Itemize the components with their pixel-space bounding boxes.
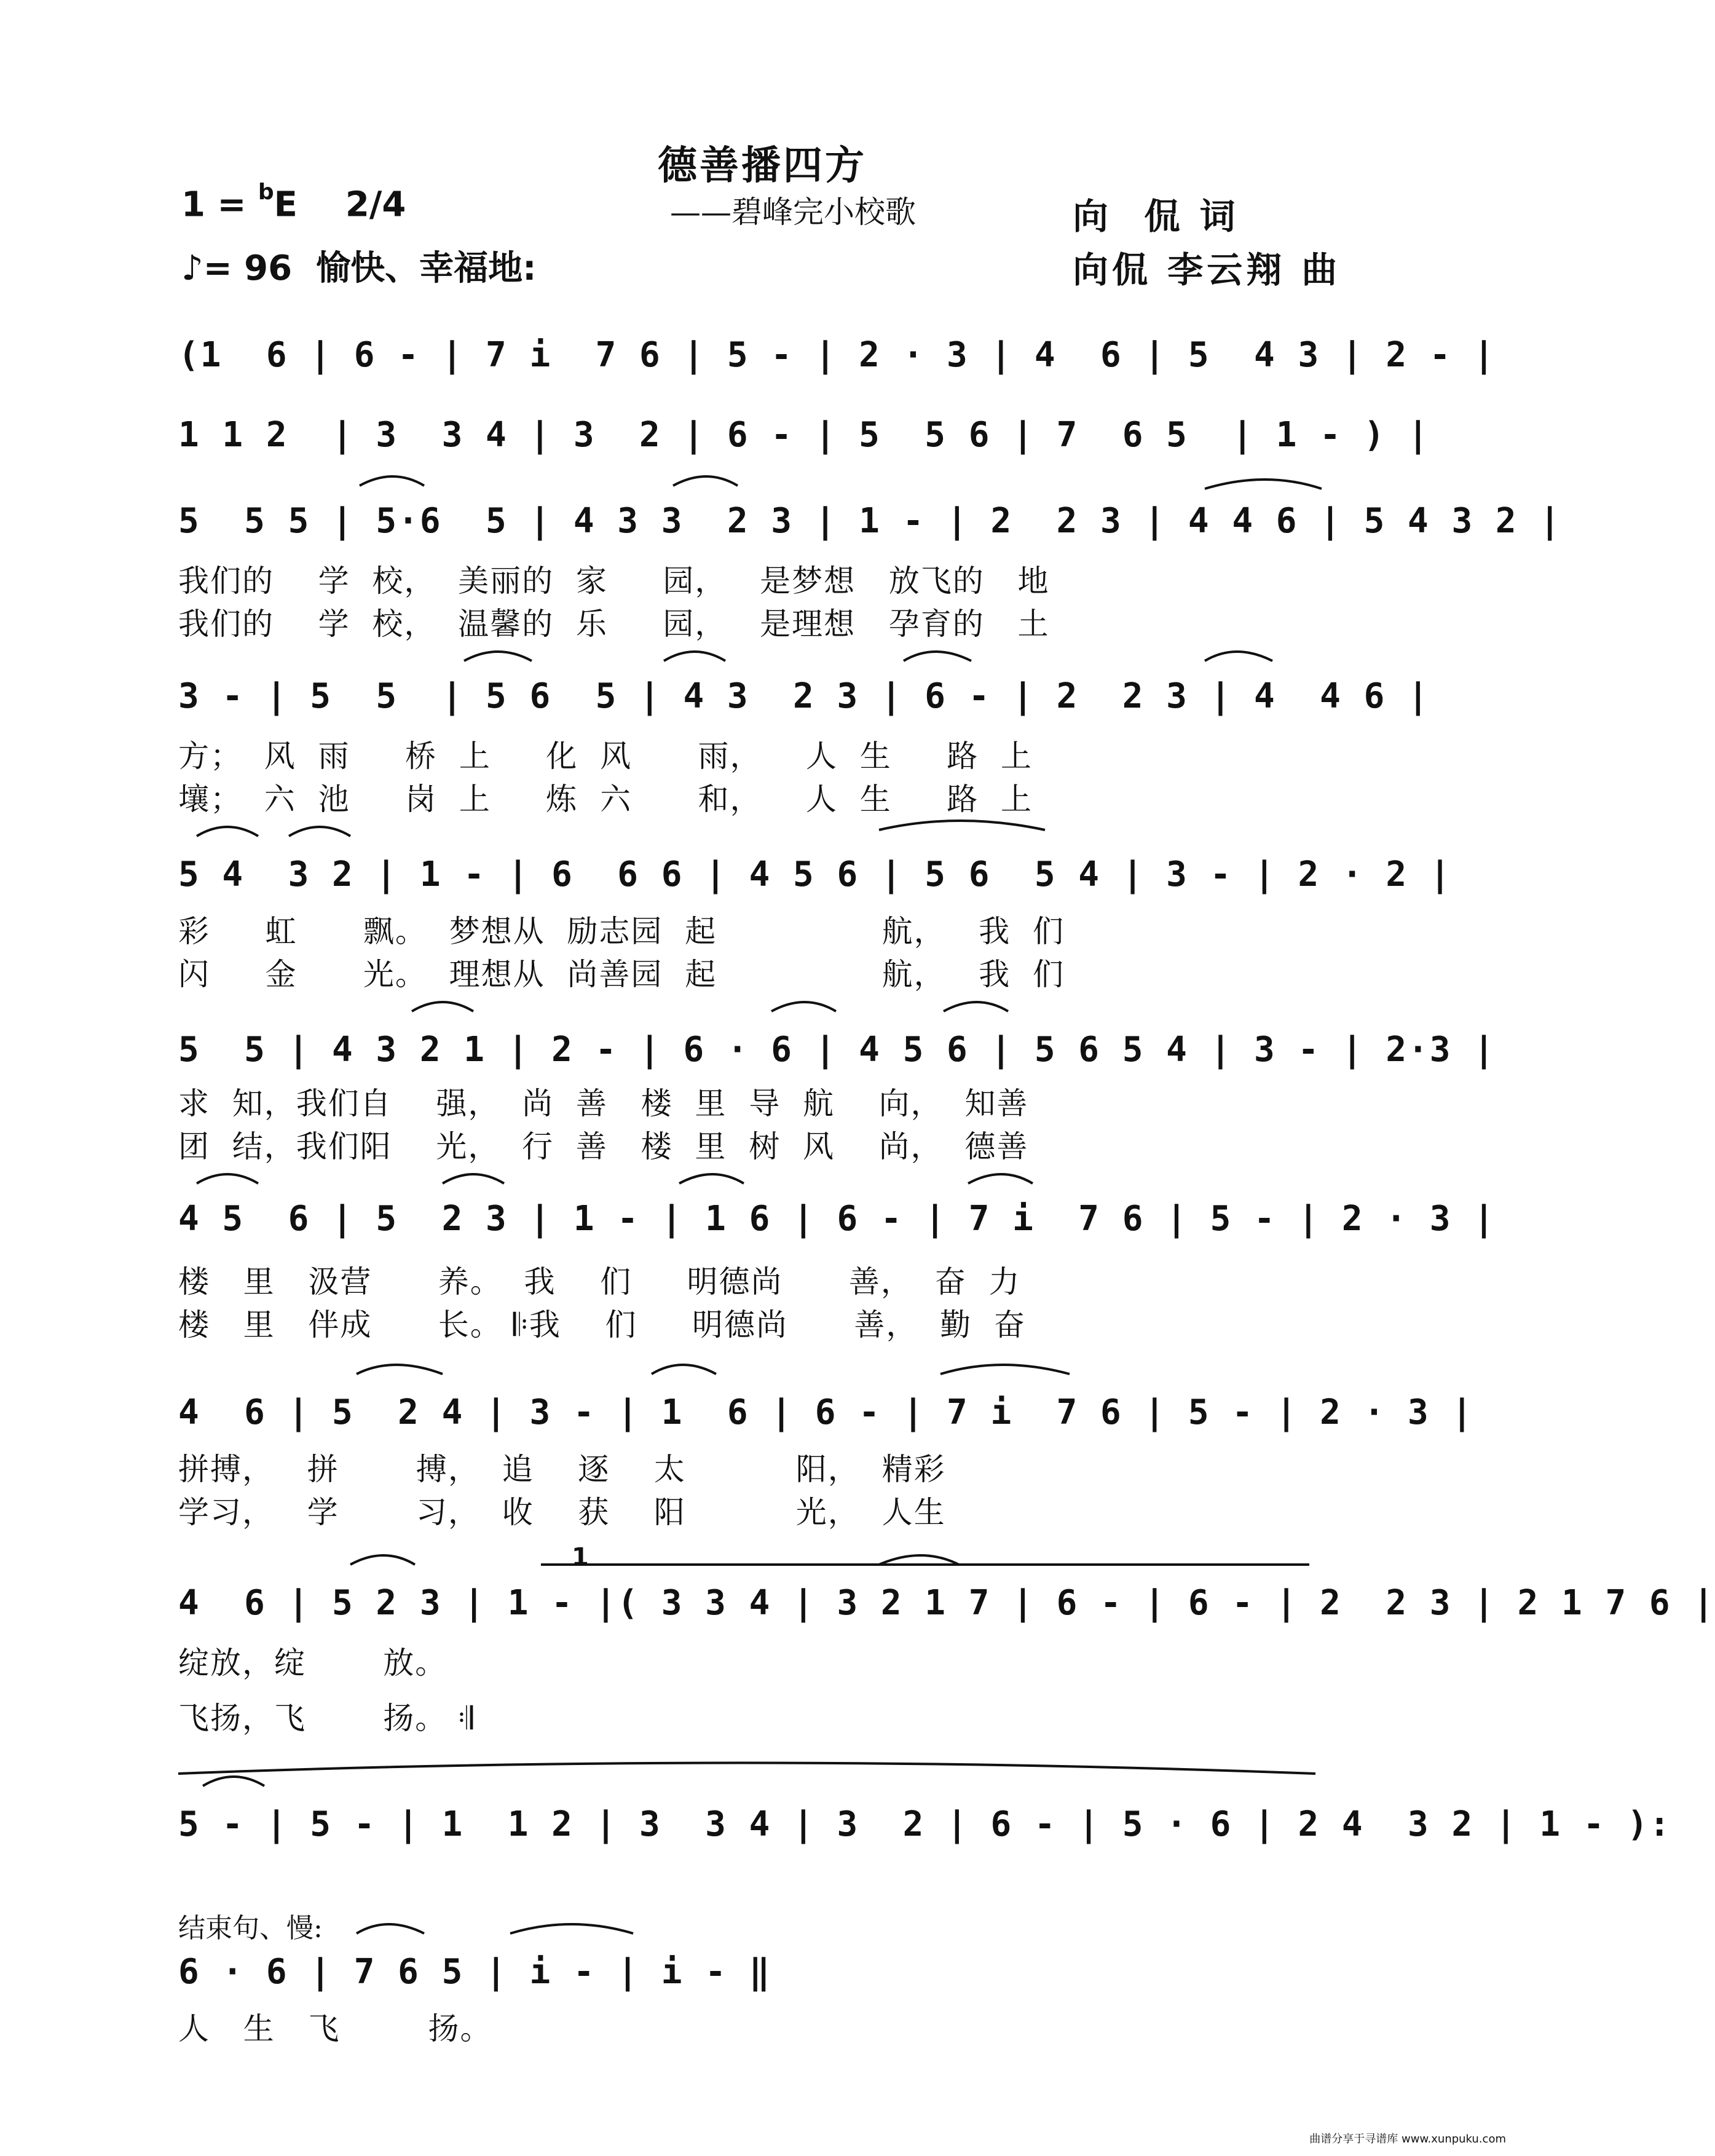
lyric-line: 求 知，我们自 强， 尚 善 楼 里 导 航 向， 知善 [178, 1086, 1029, 1121]
key-prefix: 1 = [181, 184, 258, 225]
slur [879, 1555, 959, 1565]
slur [289, 827, 350, 836]
lyric-line: 壤； 六 池 岗 上 炼 六 和， 人 生 路 上 [178, 781, 1033, 817]
slur [357, 1924, 424, 1933]
composer: 向侃 李云翔 曲 [1073, 249, 1341, 291]
lyric-line: 飞扬，飞 扬。 𝄇 [178, 1700, 475, 1736]
key-flat: b [258, 180, 274, 205]
ending-label: 结束句、慢: [178, 1913, 323, 1944]
slur [1205, 480, 1322, 489]
time-signature: 2/4 [345, 184, 406, 225]
staff-11 [178, 1952, 1346, 2007]
lyric-line: 楼 里 伴成 长。 𝄆我 们 明德尚 善， 勤 奋 [178, 1307, 1026, 1343]
slur [652, 1365, 716, 1374]
lyric-line: 我们的 学 校， 美丽的 家 园， 是梦想 放飞的 地 [178, 563, 1050, 599]
staff-notes: 5 4 3 2 | 1 - | 6 6 6 | 4 5 6 | 5 6 5 4 | 3 - | 2 · 2 | [178, 855, 1452, 894]
lyric-line: 楼 里 汲营 养。 我 们 明德尚 善， 奋 力 [178, 1264, 1021, 1300]
staff-4 [178, 676, 1430, 732]
staff-2 [178, 415, 1430, 470]
staff-notes: 1 1 2 | 3 3 4 | 3 2 | 6 - | 5 5 6 | 7 6 5 | 1 - ) | [178, 415, 1430, 455]
lyric-line: 我们的 学 校， 温馨的 乐 园， 是理想 孕育的 土 [178, 606, 1050, 642]
slur [664, 652, 725, 661]
slur [350, 1555, 415, 1565]
slur [203, 1777, 264, 1786]
phrase-line [178, 1763, 1315, 1774]
page-title: 德善播四方 [658, 143, 867, 189]
staff-9 [178, 1583, 1715, 1638]
staff-3 [178, 501, 1562, 556]
staff-10 [178, 1804, 1671, 1860]
staff-notes: 5 - | 5 - | 1 1 2 | 3 3 4 | 3 2 | 6 - | 5 · 6 | 2 4 3 2 | 1 - ): [178, 1804, 1671, 1844]
staff-1 [178, 335, 1496, 390]
staff-notes: 4 6 | 5 2 4 | 3 - | 1 6 | 6 - | 7 i 7 6 | 5 - | 2 · 3 | [178, 1392, 1474, 1432]
staff-7 [178, 1199, 1496, 1254]
slur [510, 1924, 633, 1933]
lyric-line: 人 生 飞 扬。 [178, 2011, 492, 2047]
key-signature [181, 180, 406, 225]
slur [944, 1002, 1008, 1011]
lyric-line: 拼搏， 拼 搏， 追 逐 太 阳， 精彩 [178, 1451, 946, 1487]
expression: 愉快、幸福地: [316, 248, 537, 288]
slur [1205, 652, 1272, 661]
slur [940, 1365, 1070, 1374]
lyricist: 向 侃 词 [1073, 195, 1239, 237]
slur [968, 1174, 1033, 1183]
staff-5 [178, 855, 1452, 910]
slur [360, 476, 424, 486]
volta-number: 1 [572, 1543, 589, 1571]
lyric-line: 绽放，绽 放。 [178, 1645, 447, 1681]
slur [771, 1002, 836, 1011]
lyric-line: 学习， 学 习， 收 获 阳 光， 人生 [178, 1495, 946, 1530]
staff-6 [178, 1030, 1496, 1085]
slur [673, 476, 738, 486]
lyric-line: 闪 金 光。 理想从 尚善园 起 航， 我 们 [178, 957, 1065, 992]
tempo-mark: ♪= 96 [181, 248, 293, 288]
slur [443, 1174, 504, 1183]
lyric-line: 方； 风 雨 桥 上 化 风 雨， 人 生 路 上 [178, 738, 1033, 774]
slur [357, 1365, 443, 1374]
slur [904, 652, 971, 661]
staff-notes: (1 6 | 6 - | 7 i 7 6 | 5 - | 2 · 3 | 4 6 | 5 4 3 | 2 - | [178, 335, 1496, 375]
key-note: E [274, 184, 298, 225]
lyric-line: 团 结，我们阳 光， 行 善 楼 里 树 风 尚， 德善 [178, 1129, 1029, 1164]
slur [879, 821, 1045, 830]
slur [197, 1174, 258, 1183]
tempo-line [181, 241, 537, 290]
staff-notes: 5 5 5 | 5·6 5 | 4 3 3 2 3 | 1 - | 2 2 3 | 4 4 6 | 5 4 3 2 | [178, 501, 1562, 541]
staff-notes: 6 · 6 | 7 6 5 | i - | i - ‖ [178, 1952, 771, 1992]
staff-8 [178, 1392, 1474, 1448]
slur [197, 827, 258, 836]
staff-notes: 5 5 | 4 3 2 1 | 2 - | 6 · 6 | 4 5 6 | 5 6 5 4 | 3 - | 2·3 | [178, 1030, 1496, 1070]
slur [679, 1174, 744, 1183]
slur [412, 1002, 473, 1011]
slur [464, 652, 532, 661]
lyric-line: 彩 虹 飘。 梦想从 励志园 起 航， 我 们 [178, 914, 1065, 949]
subtitle: ——碧峰完小校歌 [670, 194, 916, 230]
footer-credit: 曲谱分享于寻谱库 www.xunpuku.com [1309, 2133, 1506, 2146]
staff-notes: 3 - | 5 5 | 5 6 5 | 4 3 2 3 | 6 - | 2 2 3 | 4 4 6 | [178, 676, 1430, 716]
staff-notes: 4 6 | 5 2 3 | 1 - |( 3 3 4 | 3 2 1 7 | 6 - | 6 - | 2 2 3 | 2 1 7 6 | [178, 1583, 1715, 1623]
staff-notes: 4 5 6 | 5 2 3 | 1 - | 1 6 | 6 - | 7 i 7 6 | 5 - | 2 · 3 | [178, 1199, 1496, 1239]
